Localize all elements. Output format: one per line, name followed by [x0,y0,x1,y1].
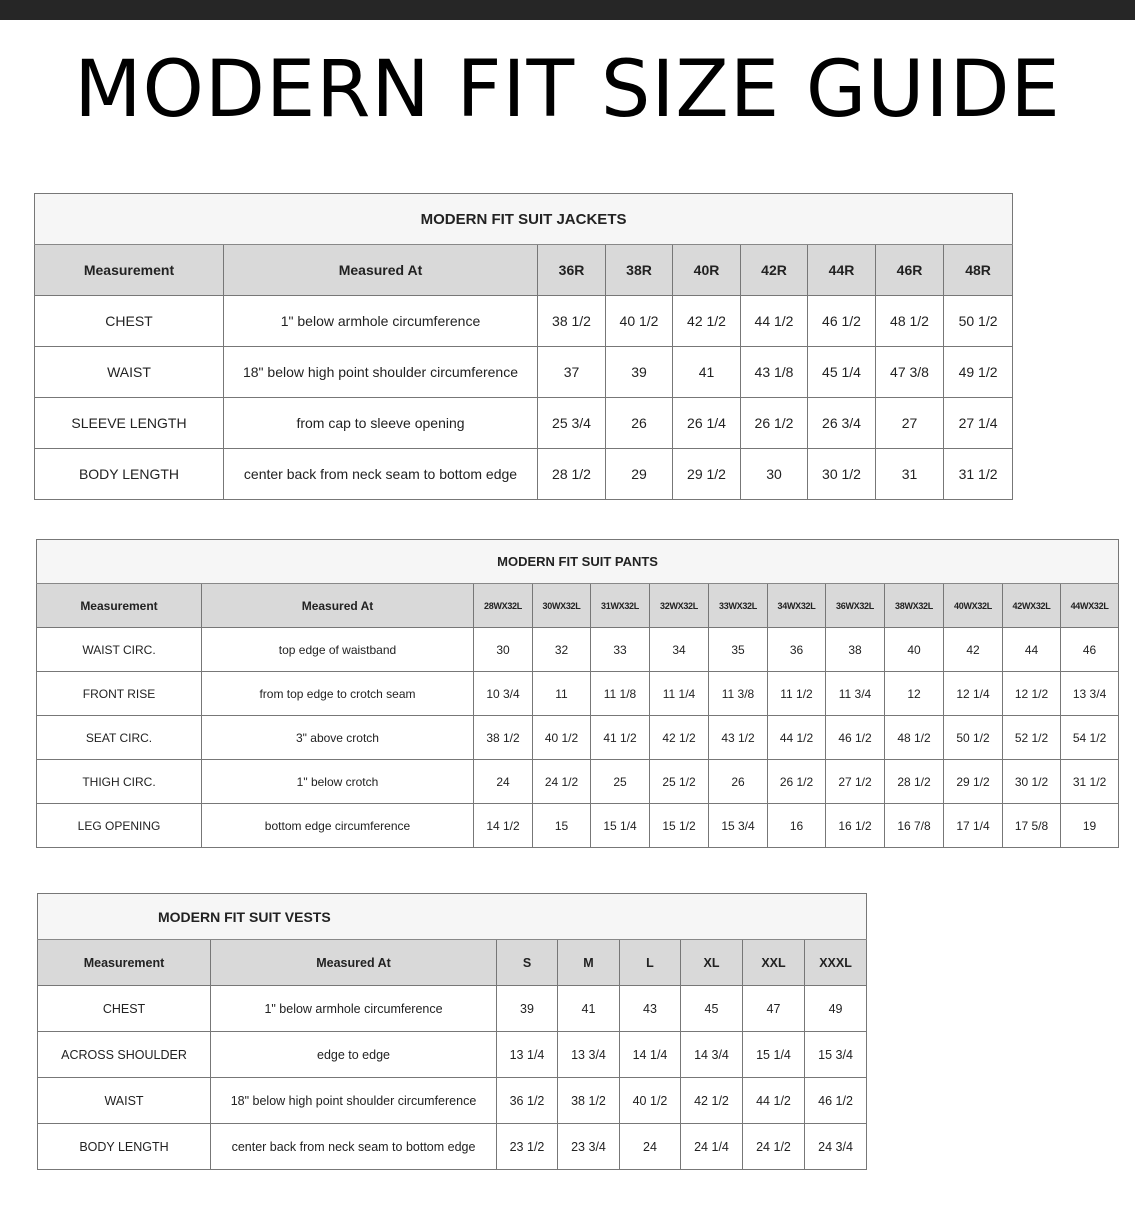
table-row [35,347,1013,398]
size-value: 39 [606,347,673,398]
measured-at: 1" below crotch [202,760,474,804]
vests-title-row [38,894,867,940]
size-value: 28 1/2 [885,760,944,804]
size-value: 12 1/4 [944,672,1003,716]
column-header: 28WX32L [474,584,533,628]
pants-table-title: MODERN FIT SUIT PANTS [37,540,1119,584]
size-value: 12 [885,672,944,716]
vests-table-title: MODERN FIT SUIT VESTS [38,894,867,940]
column-header: 40WX32L [944,584,1003,628]
size-value: 30 1/2 [1003,760,1061,804]
measurement-name: BODY LENGTH [35,449,224,500]
size-value: 29 1/2 [944,760,1003,804]
size-value: 31 1/2 [1061,760,1119,804]
size-value: 38 1/2 [558,1078,620,1124]
size-value: 29 [606,449,673,500]
size-value: 24 [620,1124,681,1170]
jackets-header-row [35,245,1013,296]
size-value: 29 1/2 [673,449,741,500]
table-row [38,986,867,1032]
size-value: 25 1/2 [650,760,709,804]
size-value: 40 1/2 [606,296,673,347]
size-value: 26 1/2 [741,398,808,449]
measured-at: 1" below armhole circumference [224,296,538,347]
measurement-name: CHEST [38,986,211,1032]
size-value: 42 1/2 [650,716,709,760]
size-value: 11 1/8 [591,672,650,716]
size-value: 12 1/2 [1003,672,1061,716]
size-value: 15 1/4 [743,1032,805,1078]
size-value: 42 [944,628,1003,672]
table-row [38,1032,867,1078]
size-value: 23 1/2 [497,1124,558,1170]
table-row [37,628,1119,672]
size-value: 26 [606,398,673,449]
size-value: 45 1/4 [808,347,876,398]
size-value: 11 1/2 [768,672,826,716]
measurement-name: WAIST CIRC. [37,628,202,672]
size-value: 15 3/4 [805,1032,867,1078]
size-value: 15 1/2 [650,804,709,848]
column-header: 31WX32L [591,584,650,628]
table-row [35,296,1013,347]
size-value: 24 1/2 [743,1124,805,1170]
size-value: 11 1/4 [650,672,709,716]
size-value: 13 1/4 [497,1032,558,1078]
size-value: 32 [533,628,591,672]
size-value: 13 3/4 [558,1032,620,1078]
pants-header-row [37,584,1119,628]
size-value: 23 3/4 [558,1124,620,1170]
column-header: Measured At [224,245,538,296]
table-row [37,804,1119,848]
size-value: 40 1/2 [533,716,591,760]
column-header: M [558,940,620,986]
size-value: 30 1/2 [808,449,876,500]
size-value: 27 1/2 [826,760,885,804]
size-value: 45 [681,986,743,1032]
size-value: 14 1/2 [474,804,533,848]
measured-at: top edge of waistband [202,628,474,672]
size-value: 25 3/4 [538,398,606,449]
table-row [35,449,1013,500]
size-value: 39 [497,986,558,1032]
size-value: 10 3/4 [474,672,533,716]
column-header: 33WX32L [709,584,768,628]
size-value: 50 1/2 [944,296,1013,347]
column-header: 36WX32L [826,584,885,628]
vests-size-table [37,893,867,1170]
size-value: 24 [474,760,533,804]
column-header: XXL [743,940,805,986]
size-value: 43 1/2 [709,716,768,760]
column-header: 42WX32L [1003,584,1061,628]
size-value: 44 1/2 [741,296,808,347]
column-header: XL [681,940,743,986]
column-header: 38WX32L [885,584,944,628]
size-value: 41 [558,986,620,1032]
size-value: 25 [591,760,650,804]
table-row [37,760,1119,804]
size-value: 54 1/2 [1061,716,1119,760]
measured-at: center back from neck seam to bottom edge [224,449,538,500]
size-value: 49 1/2 [944,347,1013,398]
measurement-name: WAIST [35,347,224,398]
size-value: 17 5/8 [1003,804,1061,848]
size-value: 26 1/4 [673,398,741,449]
size-value: 26 [709,760,768,804]
size-value: 27 [876,398,944,449]
column-header: 46R [876,245,944,296]
size-value: 41 1/2 [591,716,650,760]
column-header: 32WX32L [650,584,709,628]
size-value: 44 1/2 [768,716,826,760]
measured-at: 1" below armhole circumference [211,986,497,1032]
jackets-table-title: MODERN FIT SUIT JACKETS [35,194,1013,245]
measured-at: center back from neck seam to bottom edge [211,1124,497,1170]
size-value: 42 1/2 [673,296,741,347]
size-value: 26 3/4 [808,398,876,449]
column-header: 44R [808,245,876,296]
size-value: 44 [1003,628,1061,672]
size-value: 16 1/2 [826,804,885,848]
size-value: 28 1/2 [538,449,606,500]
size-value: 48 1/2 [885,716,944,760]
size-value: 14 3/4 [681,1032,743,1078]
measurement-name: SEAT CIRC. [37,716,202,760]
size-value: 47 [743,986,805,1032]
size-value: 15 3/4 [709,804,768,848]
size-value: 50 1/2 [944,716,1003,760]
size-value: 11 [533,672,591,716]
size-value: 40 1/2 [620,1078,681,1124]
size-value: 24 3/4 [805,1124,867,1170]
size-value: 24 1/4 [681,1124,743,1170]
column-header: Measurement [37,584,202,628]
size-value: 15 1/4 [591,804,650,848]
size-value: 43 [620,986,681,1032]
column-header: Measured At [211,940,497,986]
size-value: 52 1/2 [1003,716,1061,760]
jackets-size-table [34,193,1013,500]
table-row [37,716,1119,760]
size-value: 35 [709,628,768,672]
size-value: 48 1/2 [876,296,944,347]
size-value: 38 1/2 [538,296,606,347]
jackets-title-row [35,194,1013,245]
measurement-name: FRONT RISE [37,672,202,716]
measurement-name: ACROSS SHOULDER [38,1032,211,1078]
column-header: Measurement [38,940,211,986]
size-value: 37 [538,347,606,398]
size-value: 43 1/8 [741,347,808,398]
column-header: 42R [741,245,808,296]
size-value: 40 [885,628,944,672]
size-value: 19 [1061,804,1119,848]
size-value: 16 [768,804,826,848]
size-value: 27 1/4 [944,398,1013,449]
measured-at: 3" above crotch [202,716,474,760]
size-value: 15 [533,804,591,848]
measurement-name: BODY LENGTH [38,1124,211,1170]
size-value: 36 [768,628,826,672]
size-value: 14 1/4 [620,1032,681,1078]
size-value: 44 1/2 [743,1078,805,1124]
size-value: 26 1/2 [768,760,826,804]
size-value: 30 [741,449,808,500]
size-value: 31 [876,449,944,500]
size-value: 46 1/2 [826,716,885,760]
size-value: 46 [1061,628,1119,672]
column-header: 30WX32L [533,584,591,628]
size-value: 41 [673,347,741,398]
measured-at: edge to edge [211,1032,497,1078]
size-value: 31 1/2 [944,449,1013,500]
size-value: 34 [650,628,709,672]
measured-at: bottom edge circumference [202,804,474,848]
column-header: 40R [673,245,741,296]
vests-header-row [38,940,867,986]
column-header: L [620,940,681,986]
size-value: 13 3/4 [1061,672,1119,716]
size-value: 42 1/2 [681,1078,743,1124]
size-value: 11 3/4 [826,672,885,716]
size-value: 17 1/4 [944,804,1003,848]
size-value: 47 3/8 [876,347,944,398]
table-row [38,1078,867,1124]
table-row [38,1124,867,1170]
column-header: 34WX32L [768,584,826,628]
size-value: 30 [474,628,533,672]
size-value: 36 1/2 [497,1078,558,1124]
measured-at: from cap to sleeve opening [224,398,538,449]
top-bar [0,0,1135,20]
measured-at: 18" below high point shoulder circumference [224,347,538,398]
size-value: 46 1/2 [808,296,876,347]
column-header: S [497,940,558,986]
table-row [37,672,1119,716]
measurement-name: CHEST [35,296,224,347]
column-header: 36R [538,245,606,296]
measured-at: from top edge to crotch seam [202,672,474,716]
measurement-name: THIGH CIRC. [37,760,202,804]
size-value: 38 1/2 [474,716,533,760]
column-header: 48R [944,245,1013,296]
size-value: 11 3/8 [709,672,768,716]
measurement-name: WAIST [38,1078,211,1124]
table-row [35,398,1013,449]
size-value: 46 1/2 [805,1078,867,1124]
page-title: MODERN FIT SIZE GUIDE [74,45,1061,135]
column-header: Measured At [202,584,474,628]
column-header: Measurement [35,245,224,296]
pants-title-row [37,540,1119,584]
size-value: 49 [805,986,867,1032]
size-value: 38 [826,628,885,672]
measurement-name: SLEEVE LENGTH [35,398,224,449]
pants-size-table [36,539,1119,848]
column-header: 38R [606,245,673,296]
measurement-name: LEG OPENING [37,804,202,848]
size-value: 24 1/2 [533,760,591,804]
column-header: 44WX32L [1061,584,1119,628]
column-header: XXXL [805,940,867,986]
measured-at: 18" below high point shoulder circumference [211,1078,497,1124]
size-value: 16 7/8 [885,804,944,848]
size-value: 33 [591,628,650,672]
